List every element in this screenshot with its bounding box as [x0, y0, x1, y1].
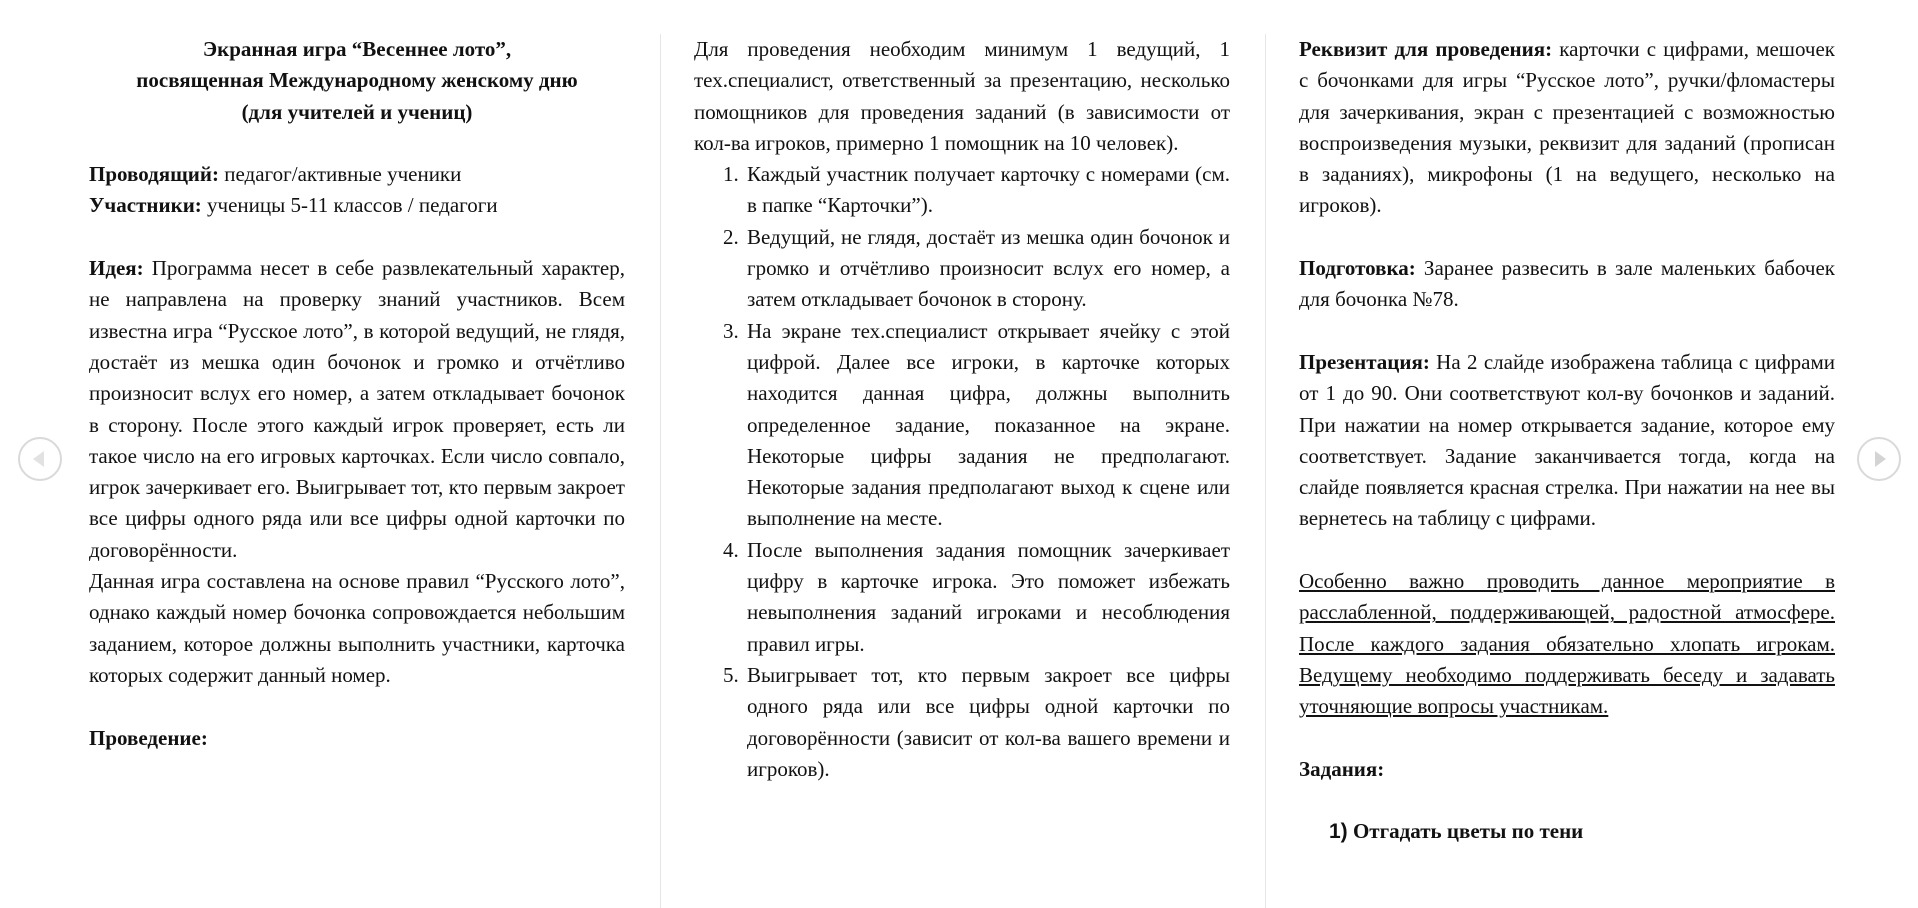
step-number: 2. — [723, 224, 739, 249]
prep-label: Подготовка: — [1299, 256, 1416, 281]
idea-text: Программа несет в себе развлекательный характер, не направлена на проверку знаний участников. Всем известна игра “Русское лото”, в которой ведущий, не глядя, достаёт из мешка один бочонок и громко и отчётливо произносит вслух его номер, а затем откладывает бочонок в сторону. После этого каждый игрок проверяет, есть ли такое число на его игровых карточках. Если число совпало, игрок зачеркивает его. Выигрывает тот, кто первым закроет все цифры одного ряда или все цифры одной карточки по договорённости. — [89, 256, 625, 562]
steps-list — [694, 159, 1230, 785]
participants-value: ученицы 5-11 классов / педагоги — [201, 193, 498, 218]
prev-page-button[interactable] — [18, 437, 62, 481]
props-label: Реквизит для проведения: — [1299, 37, 1553, 61]
step-number: 4. — [723, 537, 739, 562]
host-value: педагог/активные ученики — [219, 162, 462, 187]
idea-paragraph — [89, 253, 625, 566]
participants-label: Участники: — [89, 193, 202, 218]
list-item — [694, 222, 1230, 316]
chevron-right-icon — [1859, 439, 1899, 479]
page-column-1 — [89, 34, 625, 754]
conduct-label: Проведение: — [89, 725, 208, 750]
important-note: Особенно важно проводить данное мероприятие в расслабленной, поддерживающей, радостной атмосфере. После каждого задания обязательно хлопать игрокам. Ведущему необходимо поддерживать беседу и задавать уточняющие вопросы участникам. — [1299, 569, 1835, 719]
document-title-line: Экранная игра “Весеннее лото”, — [202, 37, 512, 61]
intro-paragraph: Для проведения необходим минимум 1 ведущий, 1 тех.специалист, ответственный за презентацию, несколько помощников для проведения заданий (в зависимости от кол-ва игроков, примерно 1 помощник на 10 человек). — [694, 37, 1230, 155]
list-item — [694, 660, 1230, 785]
host-line — [89, 159, 625, 190]
step-number: 3. — [723, 318, 739, 343]
presentation-label: Презентация: — [1299, 349, 1430, 374]
page-column-2 — [694, 34, 1230, 785]
idea-label: Идея: — [89, 256, 144, 281]
prep-paragraph — [1299, 253, 1835, 316]
prep-text: Заранее развесить в зале маленьких бабочек для бочонка №78. — [1299, 256, 1835, 312]
tasks-label: Задания: — [1299, 756, 1385, 781]
next-page-button[interactable] — [1857, 437, 1901, 481]
list-item — [694, 159, 1230, 222]
presentation-paragraph — [1299, 347, 1835, 535]
props-text: карточки с цифрами, мешочек с бочонками для игры “Русское лото”, ручки/фломастеры для зачеркивания, экран с презентацией с возможностью воспроизведения музыки, реквизит для заданий (прописан в заданиях), микрофоны (1 на ведущего, несколько на игроков). — [1299, 37, 1835, 218]
step-text: Каждый участник получает карточку с номерами (см. в папке “Карточки”). — [747, 162, 1230, 218]
presentation-text: На 2 слайде изображена таблица с цифрами от 1 до 90. Они соответствуют кол-ву бочонков и заданий. При нажатии на номер открывается задание, которое ему соответствует. Задание заканчивается тогда, когда на слайде появляется красная стрелка. При нажатии на нее вы вернетесь на таблицу с цифрами. — [1299, 349, 1835, 531]
step-text: После выполнения задания помощник зачеркивает цифру в карточке игрока. Это поможет избежать невыполнения заданий игроками и несоблюдения правил игры. — [747, 537, 1230, 656]
list-item — [694, 316, 1230, 535]
step-text: Ведущий, не глядя, достаёт из мешка один бочонок и громко и отчётливо произносит вслух его номер, а затем откладывает бочонок в сторону. — [747, 224, 1230, 312]
list-item — [694, 535, 1230, 660]
chevron-left-icon — [20, 439, 60, 479]
page-column-3 — [1299, 34, 1835, 848]
step-text: На экране тех.специалист открывает ячейку с этой цифрой. Далее все игроки, в карточке которых находится данная цифра, должны выполнить определенное задание, показанное на экране. Некоторые цифры задания не предполагают. Некоторые задания предполагают выход к сцене или выполнение на месте. — [747, 318, 1230, 531]
task-number: 1) — [1329, 820, 1348, 844]
column-divider — [660, 34, 661, 908]
step-text: Выигрывает тот, кто первым закроет все цифры одного ряда или все цифры одной карточки по договорённости (зависит от кол-ва вашего времени и игроков). — [747, 662, 1230, 781]
participants-line — [89, 190, 625, 221]
host-label: Проводящий: — [89, 162, 219, 187]
document-title-line: посвященная Международному женскому дню — [136, 68, 578, 93]
step-number: 1. — [723, 162, 739, 187]
idea-paragraph-2: Данная игра составлена на основе правил “Русского лото”, однако каждый номер бочонка сопровождается небольшим заданием, которое должны выполнить участники, карточка которых содержит данный номер. — [89, 569, 625, 687]
task-title: Отгадать цветы по тени — [1347, 819, 1584, 844]
task-heading — [1299, 816, 1835, 847]
document-title-line: (для учителей и учениц) — [241, 99, 473, 124]
step-number: 5. — [723, 662, 739, 687]
props-paragraph — [1299, 34, 1835, 222]
column-divider — [1265, 34, 1266, 908]
